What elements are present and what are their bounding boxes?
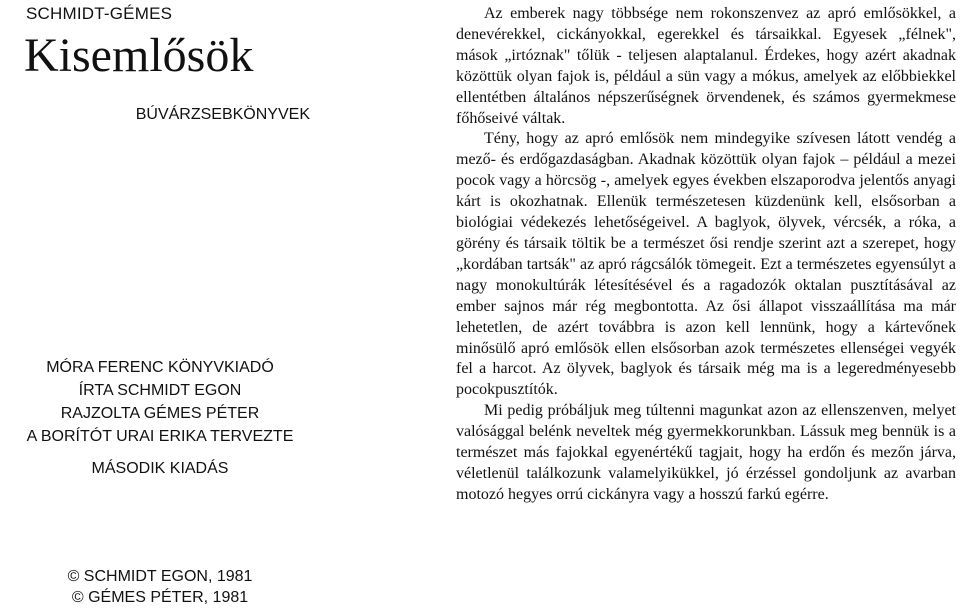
paragraph-3: Mi pedig próbáljuk meg túltenni magunkat azon az ellenszenven, melyet valósággal belénk neveltek még gyermekkorunkban. Lássuk meg bennük is a természet más fajokkal egyenértékű tagjait, hogy ha erdőn és mezőn járva, véletlenül találkozunk valamelyikükkel, jó érzéssel gondoljunk az avarban motozó hegyes orrú cickányra vagy a hosszú farkú egérre. xyxy=(456,402,956,503)
illustrator-credit-line: RAJZOLTA GÉMES PÉTER xyxy=(60,405,260,422)
paragraph-2: Tény, hogy az apró emlősök nem mindegyike szívesen látott vendég a mező- és erdőgazdaságban. Akadnak közöttük olyan fajok – például a mezei pocok vagy a hörcsög -, amelyek egyes években elszaporodva jelentős anyagi kárt is okozhatnak. Ellenük természetesen küzdenünk kell, elsősorban a biológiai védekezés lehetőségeivel. A baglyok, ölyvek, vércsék, a róka, a görény és társaik töltik be a természet ősi rendje szerint azt a szerepet, hogy „kordában tartsák" az apró rágcsálók tömegeit. Ezt a természetes egyensúlyt a nagy monokultúrák létesítésével és a ragadozók oktalan pusztításával az ember sajnos már rég megbontotta. Az ősi állapot visszaállítása ma már lehetetlen, de azért továbbra is azon kell lennünk, hogy a kártevőnek minősülő apró emlősök ellen elsősorban azok természetes ellenségei vegyék fel a harcot. Az ölyvek, baglyok és társaik még ma is a legeredményesebb pocokpusztítók. xyxy=(456,130,956,399)
foreword-text-column xyxy=(456,4,956,506)
paragraph-1: Az emberek nagy többsége nem rokonszenvez az apró emlősökkel, a denevérekkel, cickányokkal, egerekkel és társaikkal. Egyesek „félnek", mások „irtóznak" tőlük - teljesen alaptalanul. Érdekes, hogy azért akadnak közöttük olyan fajok is, például a sün vagy a mókus, amelyek az előbbiekkel ellentétben általános népszerűségnek örvendenek, és számos gyermekmese főhőseivé váltak. xyxy=(456,5,956,127)
edition-line: MÁSODIK KIADÁS xyxy=(91,460,229,477)
author-credit-line: ÍRTA SCHMIDT EGON xyxy=(78,382,242,399)
cover-designer-line: A BORÍTÓT URAI ERIKA TERVEZTE xyxy=(26,428,294,445)
author-name: SCHMIDT-GÉMES xyxy=(26,4,173,23)
title-page-column xyxy=(0,0,320,606)
book-title: Kisemlősök xyxy=(24,29,254,82)
copyright-line-illustrator: © GÉMES PÉTER, 1981 xyxy=(71,589,249,606)
copyright-block xyxy=(0,566,320,608)
publisher-line: MÓRA FERENC KÖNYVKIADÓ xyxy=(46,359,274,376)
credits-block xyxy=(0,356,320,448)
series-name: BÚVÁRZSEBKÖNYVEK xyxy=(135,106,310,123)
copyright-line-author: © SCHMIDT EGON, 1981 xyxy=(67,568,253,585)
